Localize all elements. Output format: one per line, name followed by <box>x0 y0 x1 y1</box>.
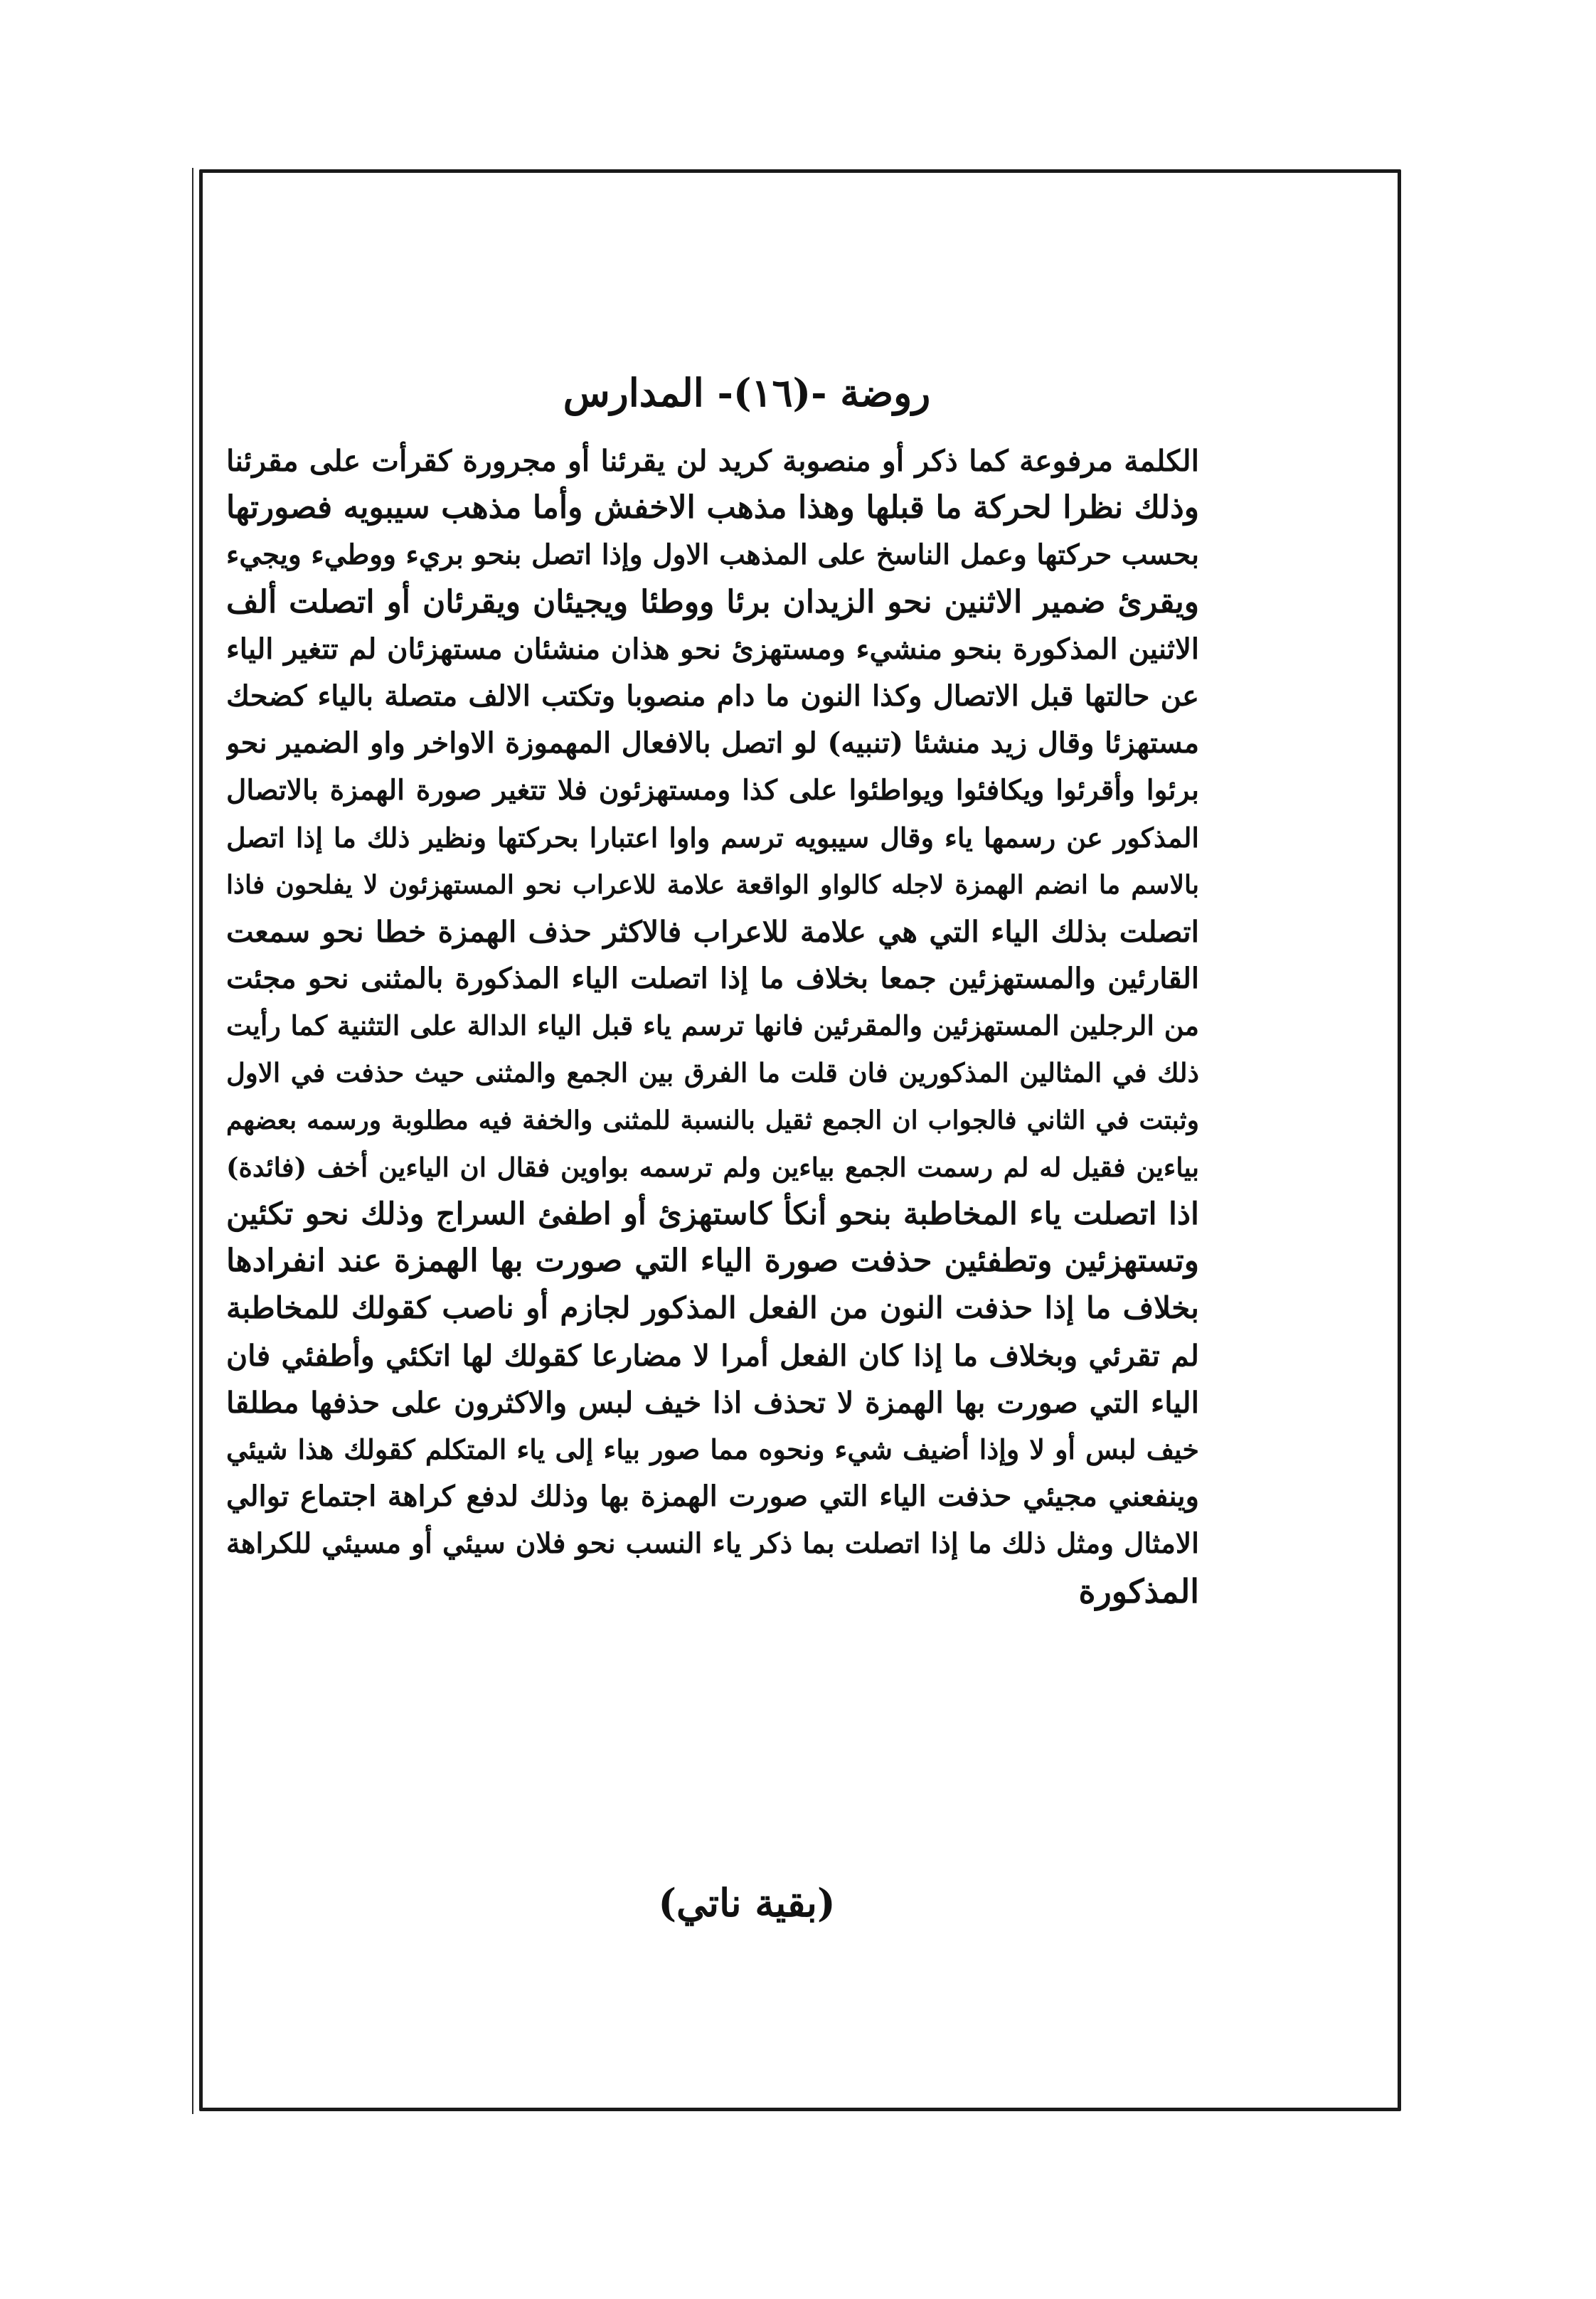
text-line: المذكورة <box>1078 1571 1199 1610</box>
text-line: عن حالتها قبل الاتصال وكذا النون ما دام منصوبا وتكتب الالف متصلة بالياء كضحك <box>226 679 1199 713</box>
text-line: الاثنين المذكورة بنحو منشيء ومستهزئ نحو هذان منشئان مستهزئان لم تتغير الياء <box>226 632 1199 666</box>
margin-rule <box>192 168 199 2114</box>
text-line: بياءين فقيل له لم رسمت الجمع بياءين ولم ترسمه بواوين فقال ان الياءين أخف (فائدة) <box>226 1151 1199 1183</box>
text-line: اذا اتصلت ياء المخاطبة بنحو أنكأ كاستهزئ أو اطفئ السراج وذلك نحو تكئين <box>226 1196 1199 1232</box>
text-line: لم تقرئي وبخلاف ما إذا كان الفعل أمرا لا مضارعا كقولك لها اتكئي وأطفئي فان <box>226 1338 1199 1373</box>
text-line: بخلاف ما إذا حذفت النون من الفعل المذكور لجازم أو ناصب كقولك للمخاطبة <box>226 1290 1199 1326</box>
text-line: اتصلت بذلك الياء التي هي علامة للاعراب فالاكثر حذف الهمزة خطا نحو سمعت <box>226 914 1199 949</box>
text-line: وتستهزئين وتطفئين حذفت صورة الياء التي صورت بها الهمزة عند انفرادها <box>226 1243 1199 1280</box>
text-line: الكلمة مرفوعة كما ذكر أو منصوبة كريد لن يقرئنا أو مجرورة كقرأت على مقرئنا <box>226 444 1199 478</box>
text-line: الياء التي صورت بها الهمزة لا تحذف اذا خيف لبس والاكثرون على حذفها مطلقا <box>226 1385 1199 1420</box>
text-line: برئوا وأقرئوا ويكافئوا ويواطئوا على كذا ومستهزئون فلا تتغير صورة الهمزة بالاتصال <box>226 774 1199 807</box>
text-line: من الرجلين المستهزئين والمقرئين فانها ترسم ياء قبل الياء الدالة على التثنية كما رأيت <box>226 1009 1199 1042</box>
text-line: المذكور عن رسمها ياء وقال سيبويه ترسم واوا اعتبارا بحركتها ونظير ذلك ما إذا اتصل <box>226 821 1199 854</box>
text-line: مستهزئا وقال زيد منشئا (تنبيه) لو اتصل بالافعال المهموزة الاواخر واو الضمير نحو <box>226 726 1199 760</box>
text-line: وذلك نظرا لحركة ما قبلها وهذا مذهب الاخفش وأما مذهب سيبويه فصورتها <box>226 489 1199 526</box>
text-line: وينفعني مجيئي حذفت الياء التي صورت الهمزة بها وذلك لدفع كراهة اجتماع توالي <box>226 1480 1199 1514</box>
page-header: روضة -(١٦)- المدارس <box>563 370 931 415</box>
continuation-note: (بقية ناتي) <box>658 1880 836 1926</box>
body-text <box>226 437 1199 1615</box>
text-line: وثبتت في الثاني فالجواب ان الجمع ثقيل بالنسبة للمثنى والخفة فيه مطلوبة ورسمه بعضهم <box>226 1105 1199 1135</box>
text-line: خيف لبس أو لا وإذا أضيف شيء ونحوه مما صور بياء إلى ياء المتكلم كقولك هذا شيئي <box>226 1433 1199 1465</box>
text-line: بالاسم ما انضم الهمزة لاجله كالواو الواقعة علامة للاعراب نحو المستهزئون لا يفلحون فاذا <box>226 869 1199 900</box>
text-line: بحسب حركتها وعمل الناسخ على المذهب الاول وإذا اتصل بنحو بريء ووطيء ويجيء <box>226 538 1199 572</box>
text-line: ويقرئ ضمير الاثنين نحو الزيدان برئا ووطئا ويجيئان ويقرئان أو اتصلت ألف <box>226 583 1199 620</box>
text-line: الامثال ومثل ذلك ما إذا اتصلت بما ذكر ياء النسب نحو فلان سيئي أو مسيئي للكراهة <box>226 1527 1199 1561</box>
text-line: ذلك في المثالين المذكورين فان قلت ما الفرق بين الجمع والمثنى حيث حذفت في الاول <box>226 1057 1199 1089</box>
text-line: القارئين والمستهزئين جمعا بخلاف ما إذا اتصلت الياء المذكورة بالمثنى نحو مجئت <box>226 962 1199 996</box>
